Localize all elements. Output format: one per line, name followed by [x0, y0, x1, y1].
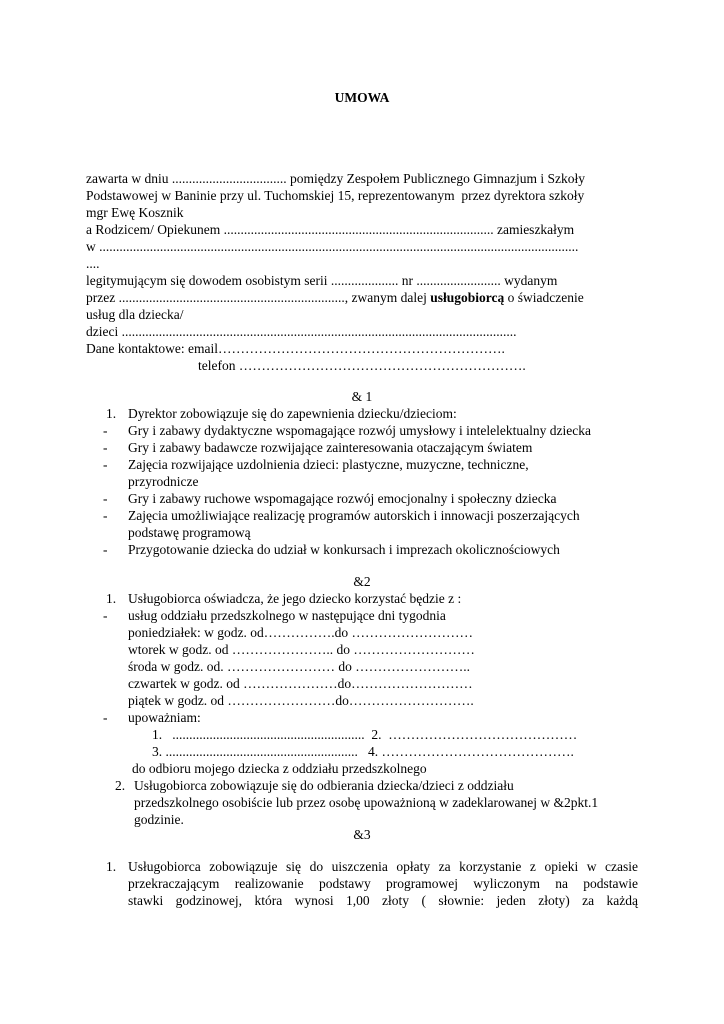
authorized-persons-3-4: 3. ......................................................... 4. …………………………………….	[152, 744, 574, 759]
authorized-persons-1-2: 1. ......................................................... 2. ……………………………………	[152, 727, 578, 742]
contact-phone-line: telefon ……………………………………………………….	[198, 358, 526, 373]
section-1-item-4: Gry i zabawy ruchowe wspomagające rozwój emocjonalny i społeczny dziecka	[128, 491, 557, 506]
contact-email-line: Dane kontaktowe: email……………………………………………………….	[86, 341, 505, 356]
intro-line-1: zawarta w dniu .................................. pomiędzy Zespołem Publicznego Gimnazjum i Szkoły	[86, 171, 586, 186]
section-2-item-1: usług oddziału przedszkolnego w następujące dni tygodnia	[128, 608, 446, 623]
service-recipient-term: usługobiorcą	[430, 290, 505, 305]
bullet-dash: -	[103, 508, 108, 523]
section-3-line-3: stawki godzinowej, która wynosi 1,00 złoty ( słownie: jeden złoty) za każdą	[128, 893, 638, 908]
section-1-item-5: Zajęcia umożliwiające realizację programów autorskich i innowacji poszerzających	[128, 508, 580, 523]
bullet-dash: -	[103, 710, 108, 725]
section-1-item-2: Gry i zabawy badawcze rozwijające zainteresowania otaczającym światem	[128, 440, 533, 455]
bullet-dash: -	[103, 457, 108, 472]
intro-line-9: usług dla dziecka/	[86, 307, 184, 322]
intro-line-6: ....	[86, 256, 100, 271]
intro-line-8-a: przez ..................................................................., zwanym dalej	[86, 290, 431, 305]
intro-line-7: legitymującym się dowodem osobistym serii .................... nr ......................... wydanym	[86, 273, 558, 288]
section-2-item-2: upoważniam:	[128, 710, 201, 725]
bullet-dash: -	[103, 491, 108, 506]
schedule-friday: piątek w godz. od ……………………do……………………….	[128, 693, 474, 708]
section-3-number: 1.	[106, 859, 117, 874]
intro-line-8-c: o świadczenie	[504, 290, 584, 305]
intro-line-8	[86, 289, 584, 306]
schedule-monday: poniedziałek: w godz. od…………….do ………………………	[128, 625, 473, 640]
bullet-dash: -	[103, 608, 108, 623]
section-2-lead: Usługobiorca oświadcza, że jego dziecko korzystać będzie z :	[128, 591, 462, 606]
intro-line-5: w ..............................................................................................................................................	[86, 239, 579, 254]
document-title: UMOWA	[334, 90, 390, 105]
section-2-point-2-line-1: Usługobiorca zobowiązuje się do odbierania dziecka/dzieci z oddziału	[134, 778, 514, 793]
section-3-line-1: Usługobiorca zobowiązuje się do uiszczenia opłaty za korzystanie z opieki w czasie	[128, 859, 638, 874]
section-2-number-1: 1.	[106, 591, 117, 606]
intro-line-4: a Rodzicem/ Opiekunem ................................................................................ zamieszkałym	[86, 222, 575, 237]
schedule-thursday: czwartek w godz. od …………………do………………………	[128, 676, 473, 691]
section-1-item-6: Przygotowanie dziecka do udział w konkursach i imprezach okolicznościowych	[128, 542, 560, 557]
section-2-point-2-line-3: godzinie.	[134, 812, 184, 827]
section-2-point-2-line-2: przedszkolnego osobiście lub przez osobę upoważnioną w zadeklarowanej w &2pkt.1	[134, 795, 599, 810]
section-1-item-5-cont: podstawę programową	[128, 525, 251, 540]
intro-line-3: mgr Ewę Kosznik	[86, 205, 184, 220]
section-1-item-3: Zajęcia rozwijające uzdolnienia dzieci: plastyczne, muzyczne, techniczne,	[128, 457, 529, 472]
section-1-heading: & 1	[351, 389, 373, 404]
section-3-heading: &3	[353, 827, 371, 842]
intro-line-2: Podstawowej w Baninie przy ul. Tuchomskiej 15, reprezentowanym przez dyrektora szkoły	[86, 188, 585, 203]
bullet-dash: -	[103, 542, 108, 557]
section-1-item-1: Gry i zabawy dydaktyczne wspomagające rozwój umysłowy i intelelektualny dziecka	[128, 423, 591, 438]
section-2-number-2: 2.	[115, 778, 126, 793]
section-1-item-3-cont: przyrodnicze	[128, 474, 199, 489]
bullet-dash: -	[103, 440, 108, 455]
authorization-note: do odbioru mojego dziecka z oddziału przedszkolnego	[132, 761, 427, 776]
schedule-wednesday: środa w godz. od. …………………… do ……………………..	[128, 659, 470, 674]
schedule-tuesday: wtorek w godz. od ………………….. do ………………………	[128, 642, 475, 657]
section-1-number: 1.	[106, 406, 117, 421]
section-2-heading: &2	[353, 574, 371, 589]
bullet-dash: -	[103, 423, 108, 438]
intro-line-10: dzieci .....................................................................................................................	[86, 324, 517, 339]
section-1-lead: Dyrektor zobowiązuje się do zapewnienia dziecku/dzieciom:	[128, 406, 457, 421]
section-3-line-2: przekraczającym realizowanie podstawy programowej wyliczonym na podstawie	[128, 876, 638, 891]
